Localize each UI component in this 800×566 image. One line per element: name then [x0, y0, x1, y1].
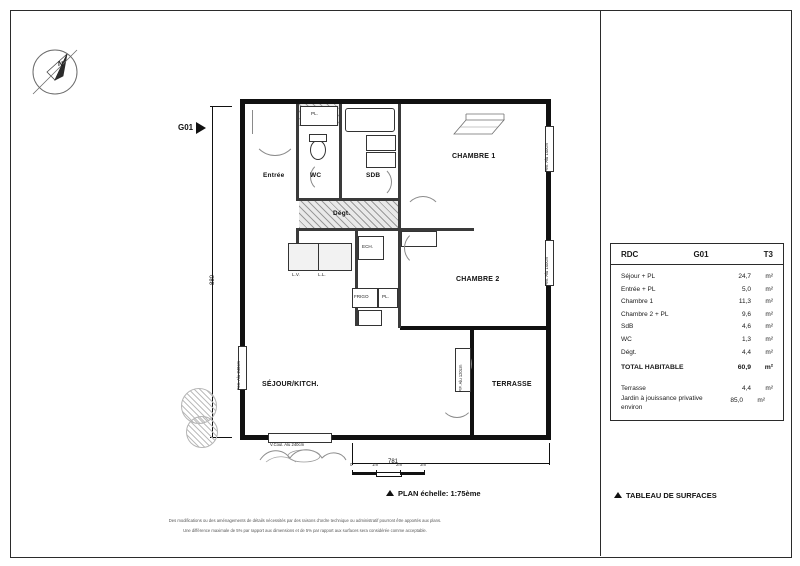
toilet-tank	[309, 134, 327, 142]
garden-shrub-icon	[258, 444, 348, 464]
row-unit: m²	[765, 335, 773, 343]
kitchen-unit-label: PL.	[382, 294, 389, 299]
scale-tick-0	[352, 470, 353, 475]
kitchen-hob	[318, 243, 352, 271]
door-arc-entree	[252, 110, 298, 156]
wall-degt-bottom	[296, 228, 401, 231]
row-name: SdB	[621, 323, 634, 331]
table-row-total	[621, 362, 773, 375]
closet-entree-label: PL.	[311, 111, 318, 116]
table-row-extra	[621, 395, 773, 412]
dim-line-left	[212, 106, 213, 437]
wall-top	[240, 99, 551, 104]
table-row-extra	[621, 383, 773, 396]
table-header-lot: G01	[693, 250, 709, 259]
row-name: Dégt.	[621, 348, 637, 356]
dimension-left-vertical: 880	[210, 274, 216, 285]
wall-right-lower	[546, 329, 551, 440]
room-label-sejour: SÉJOUR/KITCH.	[262, 381, 319, 388]
row-value: 5,0	[741, 285, 751, 293]
room-label-sdb: SDB	[366, 172, 381, 179]
washingmachine-label: L.L.	[318, 272, 326, 277]
room-label-entree: Entrée	[263, 172, 285, 179]
row-name: WC	[621, 335, 632, 343]
extra-value: 85,0	[730, 397, 743, 405]
table-caption: TABLEAU DE SURFACES	[626, 491, 717, 500]
row-value: 24,7	[738, 273, 751, 280]
row-unit: m²	[765, 273, 773, 280]
compass-north-label: N	[58, 61, 64, 68]
dim-tick-br	[549, 443, 550, 465]
table-row	[621, 347, 773, 360]
surfaces-table-header	[611, 244, 783, 265]
dimension-bottom-horizontal: 781	[388, 459, 399, 465]
legal-note-line1: Des modifications ou des aménagements de détails nécessités par des raisons d'ordre technique ou administratif pourront être apportés aux plans.	[168, 518, 442, 523]
scale-label-3: 3m	[420, 462, 427, 467]
panel-divider	[600, 10, 601, 556]
washer-space-sdb	[366, 152, 396, 168]
plan-caption: PLAN échelle: 1:75ème	[398, 489, 481, 498]
ech-label: ECH.	[362, 244, 373, 249]
row-value: 4,4	[741, 348, 751, 356]
row-name: Séjour + PL	[621, 273, 656, 280]
window-sejour-label: Fen. Alu 240cm	[236, 360, 241, 390]
total-unit: m²	[764, 364, 773, 372]
wall-sdb-chambre1	[398, 104, 401, 228]
table-row	[621, 271, 773, 284]
row-unit: m²	[765, 323, 773, 331]
storage-unit	[358, 310, 382, 326]
scale-tick-3	[424, 470, 425, 475]
wall-wc-sdb	[339, 104, 342, 200]
closet-entree	[300, 106, 338, 126]
row-name: Chambre 1	[621, 298, 654, 306]
row-unit: m²	[765, 298, 773, 306]
legal-note-line2: Une différence maximale de 5% par rapport aux dimensions et de 5% par rapport aux surfaces sera considérée comme acceptable.	[183, 528, 427, 533]
surfaces-table	[610, 243, 784, 421]
row-unit: m²	[765, 310, 773, 318]
room-label-chambre2: CHAMBRE 2	[456, 276, 500, 283]
extra-value: 4,4	[741, 384, 751, 392]
scale-label-2: 2m	[396, 462, 403, 467]
row-value: 4,6	[741, 323, 751, 331]
room-label-terrasse: TERRASSE	[492, 381, 532, 388]
extra-unit: m²	[765, 384, 773, 392]
fridge-label: FRIGO	[354, 294, 369, 299]
kitchen-sink	[288, 243, 320, 271]
room-label-chambre1: CHAMBRE 1	[452, 153, 496, 160]
extra-name: Jardin à jouissance privative environ	[621, 395, 703, 411]
dim-line-bottom	[352, 463, 549, 464]
compass-rose	[25, 42, 85, 102]
door-arc-sdb	[360, 166, 392, 198]
table-header-level: RDC	[621, 250, 639, 259]
extra-unit: m²	[757, 397, 765, 405]
table-row	[621, 334, 773, 347]
bay-sejour-label: V.Coul. Alu 240cm	[270, 442, 305, 447]
row-value: 9,6	[741, 310, 751, 318]
table-row	[621, 296, 773, 309]
window-chambre1-label: Fen. Alu 140cm	[544, 142, 549, 172]
table-spacer	[621, 375, 773, 383]
toilet-fixture	[310, 140, 326, 160]
dim-tick-top	[210, 106, 232, 107]
row-name: Entrée + PL	[621, 285, 656, 293]
table-caption-marker	[614, 492, 622, 498]
plan-caption-marker	[386, 490, 394, 496]
bathtub-fixture	[345, 108, 395, 132]
scale-tick-2	[400, 470, 401, 475]
entry-marker-arrow	[196, 122, 206, 134]
table-row	[621, 321, 773, 334]
door-arc-chambre2	[404, 230, 440, 266]
tree-icon-2	[186, 416, 218, 448]
room-label-degt: Dégt.	[333, 210, 351, 217]
row-name: Chambre 2 + PL	[621, 310, 669, 318]
table-header-type: T3	[763, 250, 773, 259]
scale-label-1: 1m	[372, 462, 379, 467]
row-value: 11,3	[738, 298, 751, 306]
scale-bar-seg2	[376, 472, 402, 477]
entry-marker-label: G01	[178, 123, 194, 132]
extra-name: Terrasse	[621, 384, 646, 392]
row-unit: m²	[765, 285, 773, 293]
door-arc-chambre1	[404, 196, 442, 234]
surfaces-table-body	[611, 265, 783, 420]
scale-bar-seg3	[400, 472, 424, 475]
dishwasher-label: L.V.	[292, 272, 300, 277]
table-row	[621, 309, 773, 322]
wall-mid-horizontal	[400, 326, 550, 330]
scale-tick-1	[376, 470, 377, 475]
total-value: 60,9	[737, 364, 751, 372]
scale-bar-seg1	[352, 472, 376, 475]
row-value: 1,3	[741, 335, 751, 343]
door-leaf-entree	[252, 110, 253, 134]
sink-fixture-sdb	[366, 135, 396, 151]
window-chambre2-label: Fen. Alu 140cm	[544, 256, 549, 286]
chambre1-furniture-sketch	[452, 110, 506, 140]
room-label-wc: WC	[310, 172, 322, 179]
row-unit: m²	[765, 348, 773, 356]
table-row	[621, 284, 773, 297]
total-name: TOTAL HABITABLE	[621, 364, 684, 372]
door-terrasse-label: P.F. Alu 120cm	[458, 364, 463, 392]
scale-label-0: 0	[350, 462, 353, 467]
